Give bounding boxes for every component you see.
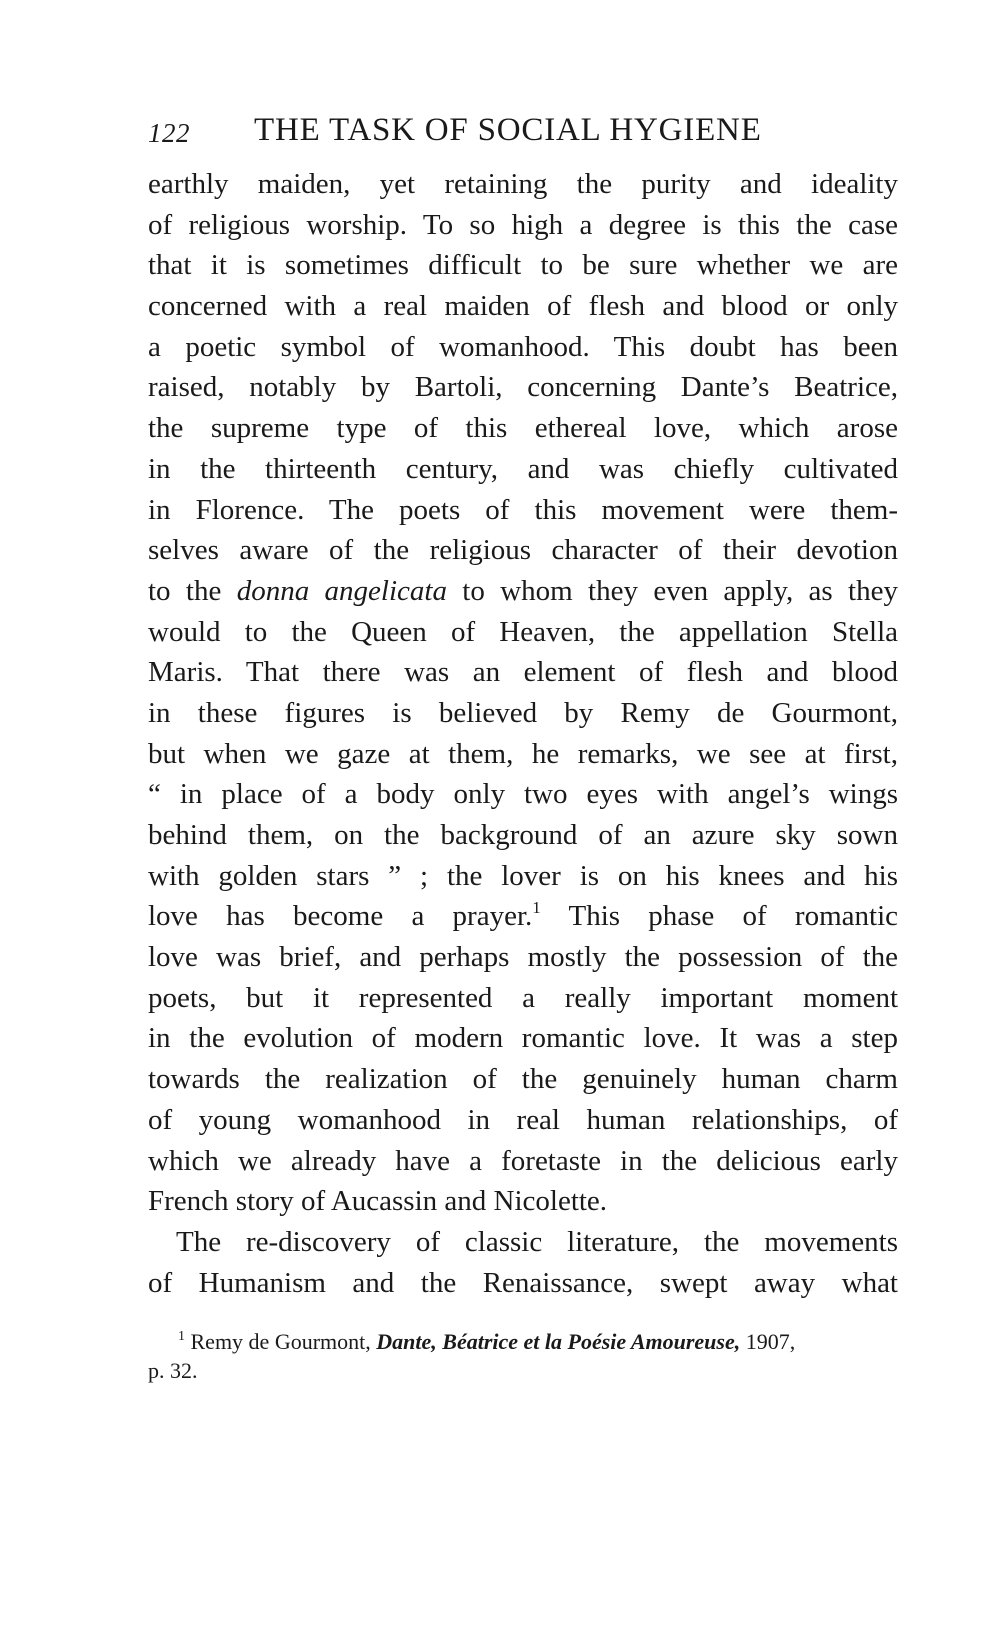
page-number: 122 (148, 118, 190, 148)
text-fragment: love has become a prayer. (148, 900, 533, 933)
text-line: with golden stars ” ; the lover is on his knees and his (148, 859, 898, 892)
paragraph-2 (148, 1222, 898, 1303)
text-line: behind them, on the background of an azure sky sown (148, 819, 898, 851)
text-line: towards the realization of the genuinely human charm (148, 1063, 898, 1096)
italic-phrase: donna angelicata (236, 574, 447, 607)
text-line: but when we gaze at them, he remarks, we see at first, (148, 737, 898, 770)
text-line: concerned with a real maiden of flesh and blood or only (148, 290, 898, 323)
running-title: THE TASK OF SOCIAL HYGIENE (254, 112, 762, 148)
text-line: that it is sometimes difficult to be sure whether we are (148, 249, 898, 282)
footnote-continuation: p. 32. (148, 1358, 198, 1384)
text-line: in these figures is believed by Remy de Gourmont, (148, 696, 898, 729)
text-line: in the evolution of modern romantic love. It was a step (148, 1022, 898, 1055)
text-line: which we already have a foretaste in the delicious early (148, 1144, 898, 1177)
paragraph-1 (148, 164, 898, 1222)
text-line: of young womanhood in real human relationships, of (148, 1103, 898, 1136)
footnote-number: 1 (178, 1328, 185, 1344)
text-line (148, 896, 898, 937)
footnotes (148, 1327, 898, 1385)
text-line: French story of Aucassin and Nicolette. (148, 1185, 608, 1218)
footnote-author: Remy de Gourmont, (190, 1329, 377, 1355)
text-line: poets, but it represented a really important moment (148, 981, 898, 1014)
text-line: “ in place of a body only two eyes with angel’s wings (148, 778, 898, 811)
text-fragment: to the (148, 574, 237, 607)
text-fragment: to whom they even apply, as they (446, 574, 898, 607)
footnote-year: 1907, (740, 1329, 796, 1355)
text-line: selves aware of the religious character of their devotion (148, 534, 898, 567)
text-fragment: This phase of romantic (540, 900, 899, 933)
text-line: Maris. That there was an element of flesh and blood (148, 656, 898, 689)
text-line: earthly maiden, yet retaining the purity and ideality (148, 168, 898, 200)
footnote-marker: 1 (532, 897, 541, 917)
running-head (148, 112, 898, 152)
text-line: The re-discovery of classic literature, the movements (176, 1225, 898, 1258)
text-line: the supreme type of this ethereal love, which arose (148, 412, 898, 445)
text-line: of religious worship. To so high a degree is this the case (148, 208, 898, 241)
text-line (148, 571, 898, 612)
text-line: of Humanism and the Renaissance, swept away what (148, 1266, 898, 1299)
text-line: in the thirteenth century, and was chiefly cultivated (148, 452, 898, 485)
book-page (148, 112, 898, 1385)
footnote (148, 1327, 898, 1356)
text-line: would to the Queen of Heaven, the appellation Stella (148, 615, 898, 648)
text-line: in Florence. The poets of this movement were them- (148, 493, 898, 526)
footnote-title: Dante, Béatrice et la Poésie Amoureuse, (376, 1329, 741, 1355)
text-line: raised, notably by Bartoli, concerning Dante’s Beatrice, (148, 371, 898, 404)
text-line: love was brief, and perhaps mostly the possession of the (148, 941, 898, 974)
text-line: a poetic symbol of womanhood. This doubt has been (148, 330, 898, 363)
